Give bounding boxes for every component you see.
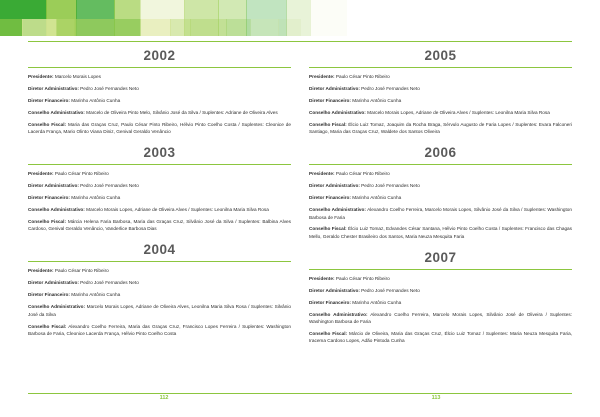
year-block: [28, 242, 291, 339]
year-rule: [28, 164, 291, 165]
entry-text: Márcio de Oliveira, Maria das Graças Cruz, Élcio Luiz Tomaz / Suplentes: Maria Neuza Mesquita Faria, Iracema Cardoso Lopes, Adão Pintoda Cunha: [309, 330, 572, 344]
year-rule: [28, 261, 291, 262]
entry-text: Pedro José Fernandes Neto: [78, 183, 139, 189]
entry-label: Conselho Administrativo:: [309, 207, 366, 213]
entry-label: Presidente:: [28, 74, 54, 80]
entry-text: Paulo César Pinto Ribeiro: [334, 171, 390, 177]
year-heading: 2002: [143, 48, 176, 63]
entry-label: Diretor Administrativo:: [28, 86, 79, 92]
entry-label: Presidente:: [309, 74, 335, 80]
entry-label: Presidente:: [309, 171, 335, 177]
entry-text: Marcelo Morais Lopes: [53, 74, 101, 80]
entry-line: [28, 291, 291, 298]
entry-text: Marinho Antônio Cunha: [69, 98, 121, 104]
entry-label: Diretor Administrativo:: [309, 183, 360, 189]
year-heading: 2004: [143, 242, 176, 258]
header-tile: [114, 19, 141, 36]
page-number-left: 112: [159, 395, 169, 401]
entry-text: Pedro José Fernandes Neto: [359, 287, 420, 293]
entry-line: [309, 194, 572, 201]
entry-line: [28, 218, 291, 233]
entry-text: Marinho Antônio Cunha: [69, 292, 121, 298]
header-tile: [190, 19, 227, 36]
year-block: [309, 250, 572, 347]
entry-label: Presidente:: [309, 275, 335, 281]
entry-text: Marinho Antônio Cunha: [69, 195, 121, 201]
entry-line: [28, 182, 291, 189]
year-heading: 2007: [424, 249, 457, 265]
entry-line: [28, 73, 291, 80]
page-number-right: 113: [431, 395, 441, 401]
entry-text: Paulo César Pinto Ribeiro: [334, 275, 390, 281]
entry-label: Diretor Administrativo:: [28, 183, 79, 189]
header-tile: [0, 19, 23, 36]
entry-line: [309, 311, 572, 326]
entry-line: [309, 73, 572, 80]
header-tile: [170, 19, 191, 36]
entry-text: Marcelo de Oliveira Pinto Melo, Silvânio José da Silva / Suplentes: Adriane de Oliveira Alves: [84, 110, 278, 116]
year-rule: [28, 67, 291, 68]
entry-line: [309, 97, 572, 104]
entry-line: [28, 194, 291, 201]
entry-line: [28, 109, 291, 116]
entry-label: Diretor Financeiro:: [309, 299, 351, 305]
entry-line: [28, 121, 291, 136]
entry-text: Marcelo Morais Lopes, Adriane de Oliveira Alves, Leonilna Maria Silva Rosa / Suplentes: Silvânio José da Silva: [28, 304, 291, 317]
entry-line: [309, 206, 572, 221]
entry-line: [309, 275, 572, 282]
column-left: [28, 48, 291, 387]
entry-label: Diretor Administrativo:: [309, 86, 360, 92]
entry-label: Conselho Administrativo:: [28, 207, 85, 213]
entry-label: Conselho Administrativo:: [309, 311, 368, 317]
entry-label: Conselho Fiscal:: [28, 122, 67, 128]
entry-label: Conselho Administrativo:: [309, 110, 366, 116]
entry-label: Presidente:: [28, 171, 54, 177]
entry-line: [309, 109, 572, 116]
entry-text: Pedro José Fernandes Neto: [78, 86, 139, 92]
entry-text: Élcio Luiz Tomaz, Edvandes César Santana, Hélvio Pinto Coelho Costa / Suplentes: Francisco das Chagas Mello, Geraldo Chester Brasileiro dos Santos, Maria Neuza Mesquita Faria: [309, 226, 572, 239]
header-divider: [28, 41, 572, 42]
year-block: [309, 48, 572, 138]
entry-line: [309, 170, 572, 177]
entry-line: [28, 97, 291, 104]
entry-text: Marinho Antônio Cunha: [350, 299, 402, 305]
entry-line: [28, 85, 291, 92]
entry-line: [28, 279, 291, 286]
page-footer: [28, 393, 572, 407]
entry-line: [28, 323, 291, 338]
entry-text: Marinho Antônio Cunha: [350, 98, 402, 104]
entry-text: Pedro José Fernandes Neto: [78, 280, 139, 286]
entry-label: Diretor Financeiro:: [28, 292, 70, 298]
entry-line: [309, 287, 572, 294]
year-rule: [309, 67, 572, 68]
entry-text: Marcelo Morais Lopes, Adriane de Oliveira Alves / Suplentes: Leonilna Maria Silva Rosa: [84, 207, 269, 213]
entry-label: Diretor Financeiro:: [309, 98, 351, 104]
entry-text: Alexandro Coelho Ferreira, Maria das Graças Cruz, Francisco Lopes Ferreira / Suplentes: Washington Barbosa de Faria, Cleonice Lacerda França, Hélvio Pinto Coelho Costa: [28, 323, 291, 336]
entry-line: [309, 299, 572, 306]
column-right: [309, 48, 572, 387]
content-columns: [28, 48, 572, 387]
header-tile: [56, 19, 75, 36]
entry-line: [28, 303, 291, 318]
year-block: [28, 145, 291, 235]
header-tile: [22, 19, 57, 36]
entry-label: Diretor Financeiro:: [28, 98, 70, 104]
entry-text: Alexandro Coelho Ferreira, Marcelo Morais Lopes, Silvânio José de Oliveira / Suplentes: Washington Barbosa de Faria: [309, 311, 572, 324]
entry-label: Presidente:: [28, 268, 54, 274]
year-rule: [309, 269, 572, 270]
entry-line: [309, 182, 572, 189]
entry-text: Marcelo Morais Lopes, Adriane de Oliveira Alves / Suplentes: Leonilna Maria Silva Rosa: [365, 110, 550, 116]
footer-divider: [28, 393, 572, 394]
entry-text: Pedro José Fernandes Neto: [359, 183, 420, 189]
entry-line: [309, 121, 572, 136]
year-heading: 2005: [424, 48, 457, 63]
entry-label: Diretor Administrativo:: [309, 287, 360, 293]
entry-text: Paulo César Pinto Ribeiro: [334, 74, 390, 80]
entry-label: Diretor Financeiro:: [28, 195, 70, 201]
entry-line: [28, 206, 291, 213]
entry-text: Alexandro Coelho Ferreira, Marcelo Morais Lopes, Silvânio José da Silva / Suplentes: Washington Barbosa de Faria: [309, 207, 572, 220]
entry-label: Conselho Fiscal:: [28, 219, 67, 225]
year-heading: 2006: [424, 145, 457, 161]
header-tile: [226, 19, 251, 36]
entry-text: Paulo César Pinto Ribeiro: [53, 171, 109, 177]
entry-text: Márcia Helena Faria Barbosa, Maria das Graças Cruz, Silvânio José da Silva / Suplentes: Balbina Alves Cardoso, Genival Geraldo Venâncio, Vanderlice Barbosa Dias: [28, 219, 291, 232]
header-tile: [250, 19, 279, 36]
entry-label: Diretor Financeiro:: [309, 195, 351, 201]
entry-label: Conselho Administrativo:: [28, 304, 86, 310]
entry-text: Élcio Luiz Tomaz, Joaquim da Rocha Braga, Sérvulo Augusto de Faria Lopes / Suplentes: Evara Falconeri Santiago, Maria das Graças Cruz, Waldete dos Santos Oliveira: [309, 122, 572, 135]
entry-text: Marinho Antônio Cunha: [350, 195, 402, 201]
entry-label: Diretor Administrativo:: [28, 280, 79, 286]
header-tile: [140, 19, 171, 36]
entry-label: Conselho Fiscal:: [309, 122, 347, 128]
header-tile: [74, 19, 115, 36]
entry-label: Conselho Administrativo:: [28, 110, 85, 116]
entry-text: Paulo César Pinto Ribeiro: [53, 268, 109, 274]
entry-text: Pedro José Fernandes Neto: [359, 86, 420, 92]
entry-line: [309, 225, 572, 240]
entry-text: Maria das Graças Cruz, Paulo César Pinto Ribeiro, Hélvio Pinto Coelho Costa / Suplentes: Cleonice de Lacerda França, Mario Olinto Viana Diniz, Genival Geraldo Venâncio: [28, 122, 291, 135]
entry-label: Conselho Fiscal:: [309, 330, 348, 336]
year-block: [309, 145, 572, 242]
entry-label: Conselho Fiscal:: [309, 226, 347, 232]
entry-line: [28, 267, 291, 274]
entry-line: [309, 330, 572, 345]
header-tile: [310, 0, 347, 36]
year-heading: 2003: [143, 145, 176, 161]
decorative-header-band: [0, 0, 600, 36]
year-rule: [309, 164, 572, 165]
entry-line: [309, 85, 572, 92]
header-tile: [278, 19, 301, 36]
entry-label: Conselho Fiscal:: [28, 323, 67, 329]
entry-line: [28, 170, 291, 177]
year-block: [28, 48, 291, 138]
